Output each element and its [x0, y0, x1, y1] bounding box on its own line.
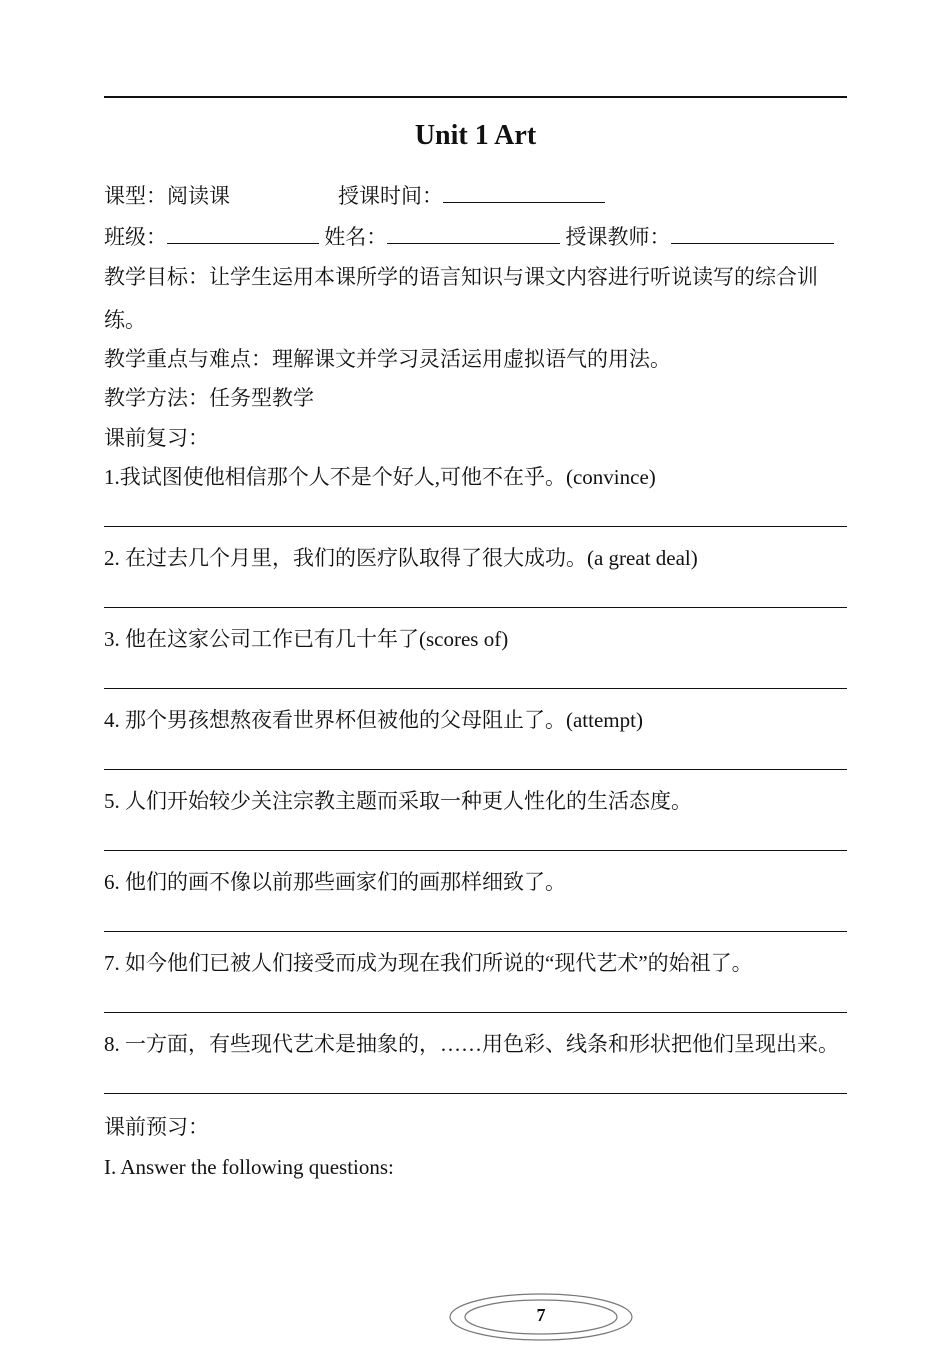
answer-line-8[interactable] — [104, 1093, 847, 1094]
preview-section-title: I. Answer the following questions: — [104, 1155, 394, 1179]
name-blank[interactable] — [387, 225, 560, 244]
answer-line-5[interactable] — [104, 850, 847, 851]
answer-line-7[interactable] — [104, 1012, 847, 1013]
answer-line-1[interactable] — [104, 526, 847, 527]
header-rule — [104, 96, 847, 98]
review-item-7: 7. 如今他们已被人们接受而成为现在我们所说的“现代艺术”的始祖了。 — [104, 951, 753, 975]
page-number-badge — [448, 1292, 634, 1342]
lesson-type: 课型：阅读课 — [104, 184, 230, 208]
review-item-3: 3. 他在这家公司工作已有几十年了(scores of) — [104, 627, 509, 651]
teaching-time-label: 授课时间： — [338, 184, 443, 208]
page-title: Unit 1 Art — [414, 120, 537, 151]
teaching-method: 教学方法：任务型教学 — [104, 386, 314, 410]
page-number: 7 — [536, 1305, 546, 1325]
class-blank[interactable] — [167, 225, 319, 244]
preview-heading: 课前预习： — [104, 1115, 209, 1139]
review-item-1: 1.我试图使他相信那个人不是个好人,可他不在乎。(convince) — [104, 465, 656, 489]
review-item-5: 5. 人们开始较少关注宗教主题而采取一种更人性化的生活态度。 — [104, 789, 692, 813]
review-item-4: 4. 那个男孩想熬夜看世界杯但被他的父母阻止了。(attempt) — [104, 708, 643, 732]
answer-line-2[interactable] — [104, 607, 847, 608]
answer-line-4[interactable] — [104, 769, 847, 770]
review-item-6: 6. 他们的画不像以前那些画家们的画那样细致了。 — [104, 870, 566, 894]
teacher-label: 授课教师： — [565, 225, 671, 249]
objective-line-1: 教学目标：让学生运用本课所学的语言知识与课文内容进行听说读写的综合训 — [104, 265, 818, 289]
teacher-blank[interactable] — [671, 225, 834, 244]
key-points: 教学重点与难点：理解课文并学习灵活运用虚拟语气的用法。 — [104, 347, 671, 371]
student-info-row — [104, 225, 834, 249]
answer-line-6[interactable] — [104, 931, 847, 932]
review-heading: 课前复习： — [104, 426, 209, 450]
lesson-info-row — [104, 184, 605, 208]
answer-line-3[interactable] — [104, 688, 847, 689]
teaching-time-blank[interactable] — [443, 184, 605, 203]
name-label: 姓名： — [324, 225, 388, 249]
review-item-8: 8. 一方面，有些现代艺术是抽象的，……用色彩、线条和形状把他们呈现出来。 — [104, 1032, 839, 1056]
review-item-2: 2. 在过去几个月里，我们的医疗队取得了很大成功。(a great deal) — [104, 546, 698, 570]
class-label: 班级： — [104, 225, 167, 249]
objective-line-2: 练。 — [104, 308, 146, 332]
